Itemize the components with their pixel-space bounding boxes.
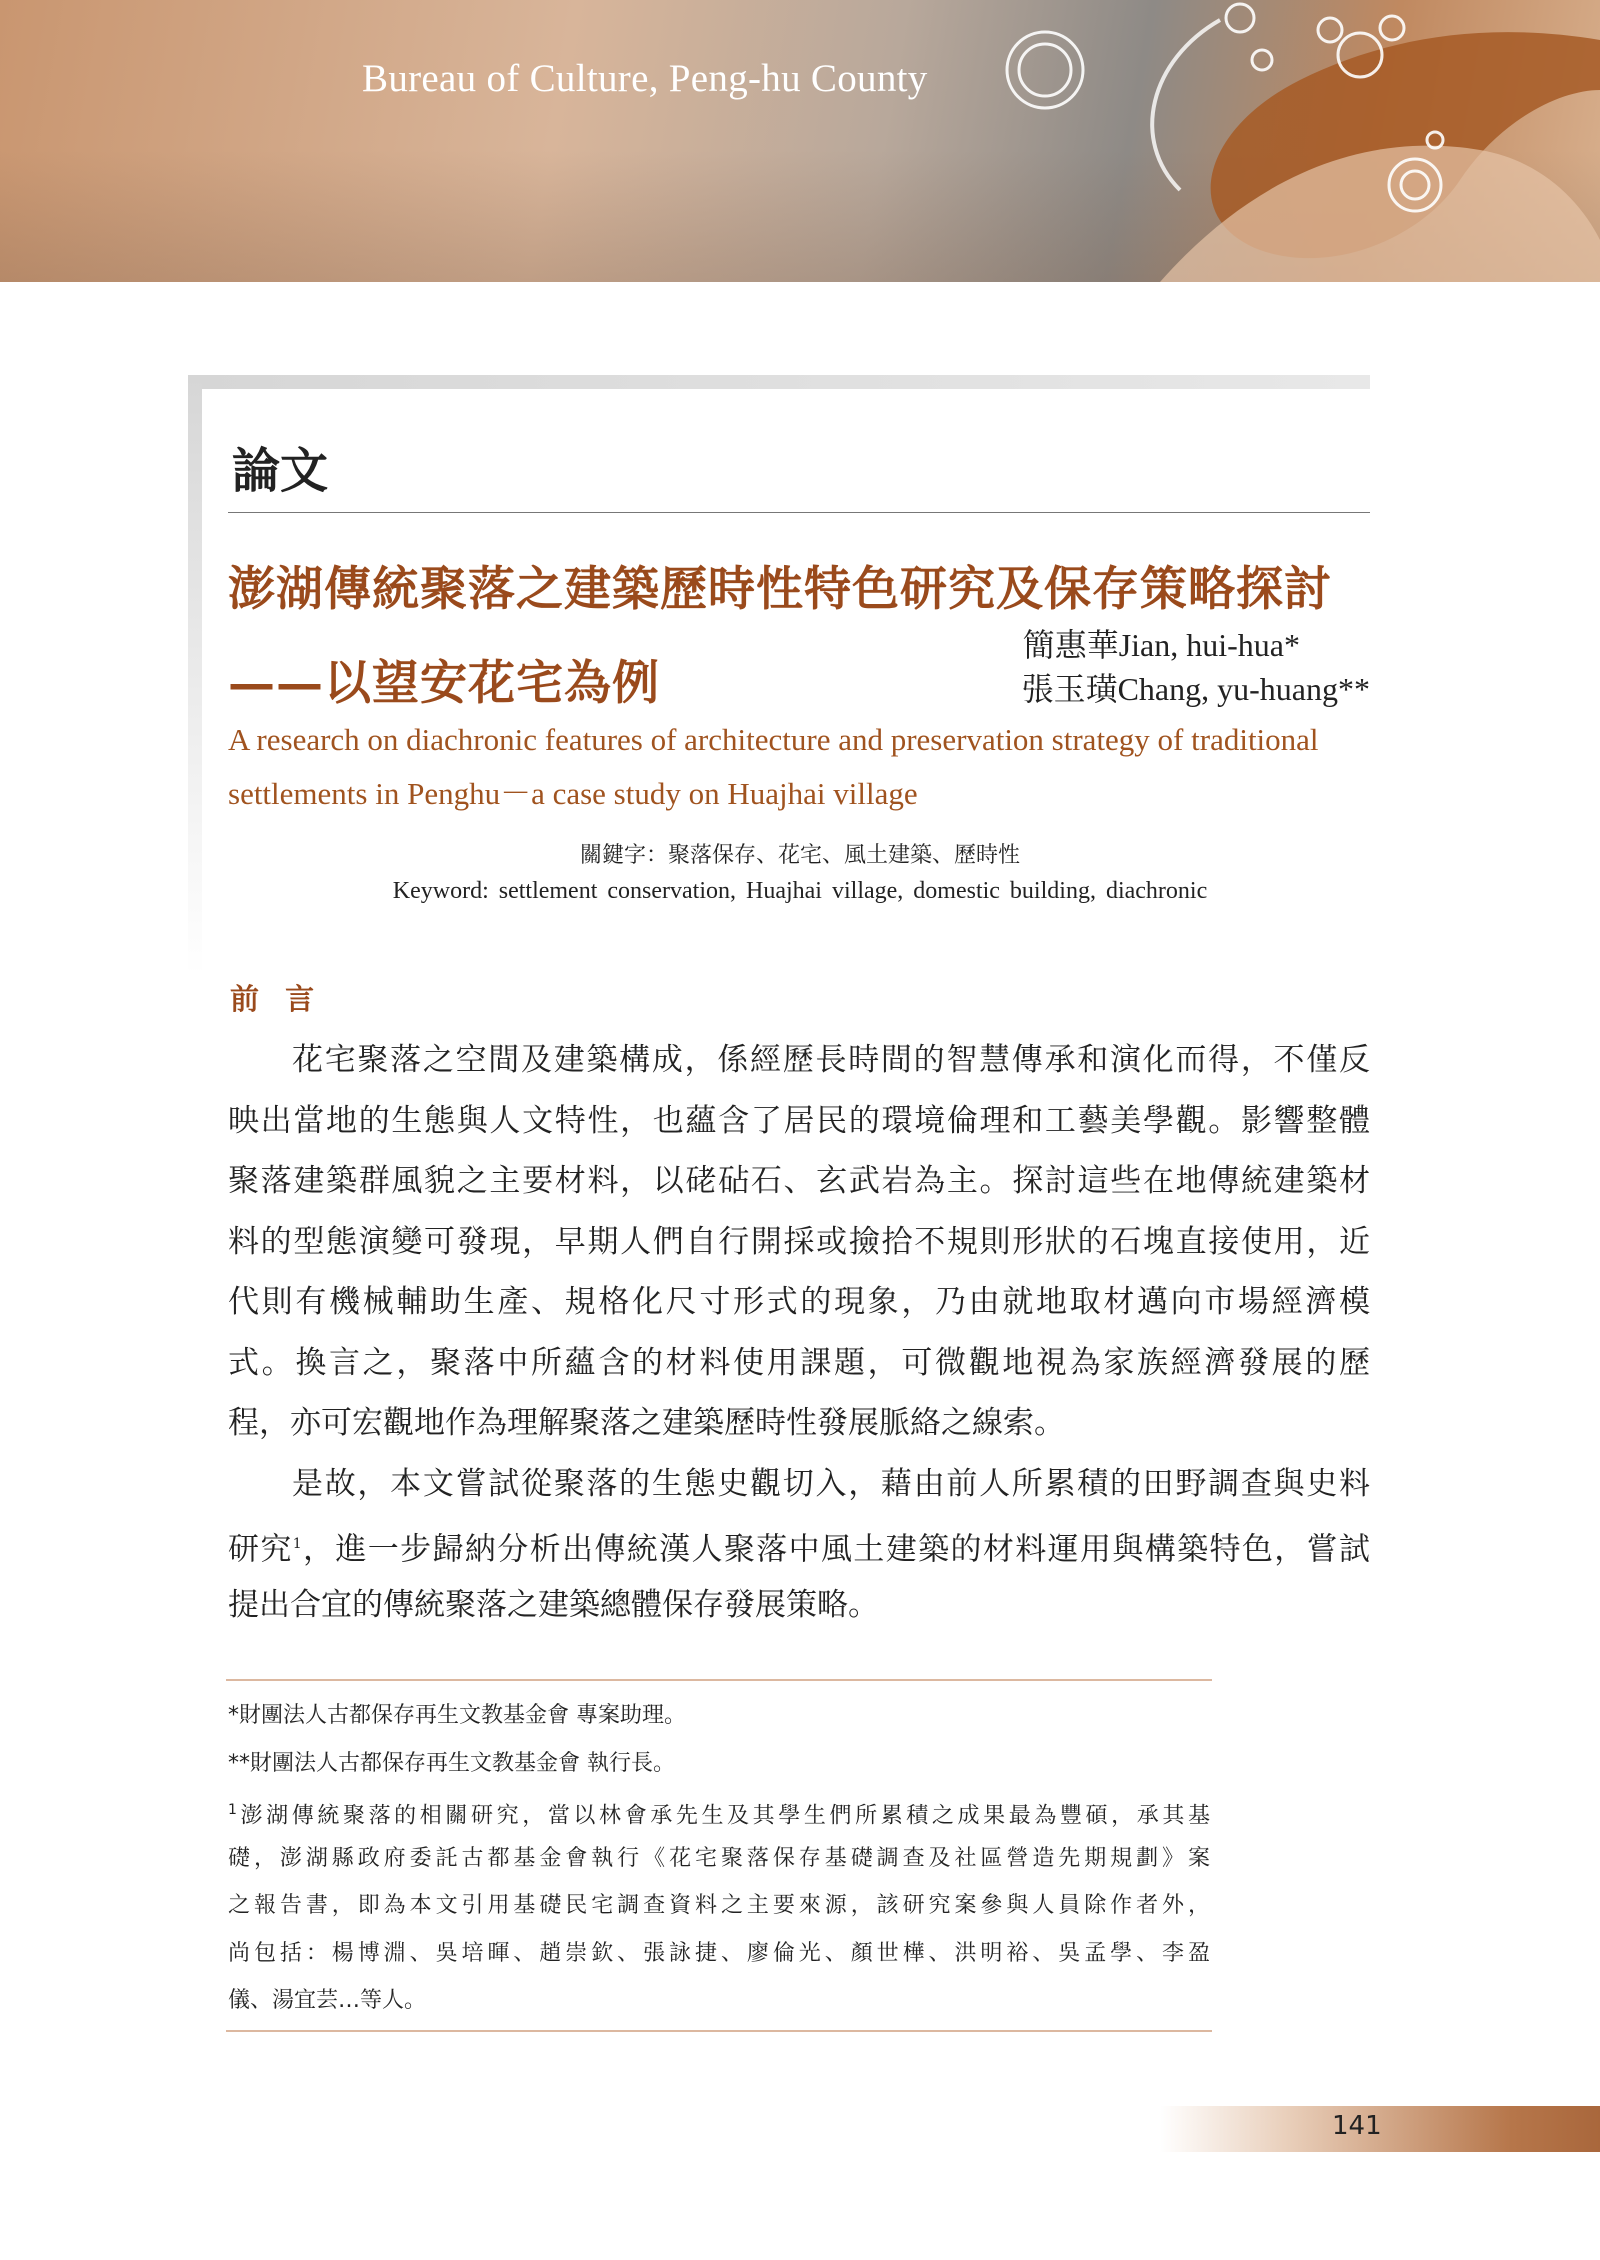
footnote (228, 1787, 1210, 1835)
author-2: 張玉璜Chang, yu-huang** (1021, 671, 1370, 707)
publisher-title: Bureau of Culture, Peng-hu County (362, 57, 928, 100)
keywords-zh: 關鍵字：聚落保存、花宅、風土建築、歷時性 (579, 843, 1020, 868)
swirl-decoration-icon (0, 0, 1600, 282)
body-line (228, 1514, 1370, 1575)
footnotes (228, 1692, 1210, 2025)
footnote: **財團法人古都保存再生文教基金會 執行長。 (228, 1750, 675, 1776)
body-line: 料的型態演變可發現，早期人們自行開採或撿拾不規則形狀的石塊直接使用，近 (228, 1223, 1370, 1260)
english-title-line1: A research on diachronic features of architecture and preservation strategy of traditional (228, 722, 1319, 757)
footnote: 尚包括：楊博淵、吳培暉、趙崇欽、張詠捷、廖倫光、顏世樺、洪明裕、吳孟學、李盈 (228, 1940, 1210, 1966)
footnote-text: 澎湖傳統聚落的相關研究，當以林會承先生及其學生們所累積之成果最為豐碩，承其基 (236, 1803, 1210, 1829)
body-line: 映出當地的生態與人文特性，也蘊含了居民的環境倫理和工藝美學觀。影響整體 (228, 1102, 1370, 1139)
footnote: 礎，澎湖縣政府委託古都基金會執行《花宅聚落保存基礎調查及社區營造先期規劃》案 (228, 1845, 1210, 1871)
body-line: 提出合宜的傳統聚落之建築總體保存發展策略。 (228, 1586, 879, 1623)
body-line: 是故，本文嘗試從聚落的生態史觀切入，藉由前人所累積的田野調查與史料 (292, 1465, 1370, 1502)
intro-heading: 前 言 (230, 982, 323, 1016)
frame-border-top (188, 375, 1370, 389)
page-number: 141 (1332, 2111, 1382, 2141)
body-line: 聚落建築群風貌之主要材料，以硓砧石、玄武岩為主。探討這些在地傳統建築材 (228, 1163, 1370, 1199)
keywords-en: Keyword: settlement conservation, Huajhai village, domestic building, diachronic (392, 878, 1208, 904)
footnote: *財團法人古都保存再生文教基金會 專案助理。 (228, 1703, 686, 1728)
author-1: 簡惠華Jian, hui-hua* (1022, 627, 1300, 663)
body-line: 花宅聚落之空間及建築構成，係經歷長時間的智慧傳承和演化而得，不僅反 (292, 1042, 1370, 1078)
body-line: 程，亦可宏觀地作為理解聚落之建築歷時性發展脈絡之線索。 (228, 1405, 1065, 1441)
section-label: 論文 (232, 443, 329, 499)
footnote: 之報告書，即為本文引用基礎民宅調查資料之主要來源，該研究案參與人員除作者外， (228, 1893, 1210, 1918)
footnote: 儀、湯宜芸…等人。 (228, 1988, 427, 2013)
body-text-span: ，進一步歸納分析出傳統漢人聚落中風土建築的材料運用與構築特色，嘗試 (301, 1531, 1370, 1568)
divider (228, 512, 1370, 513)
english-title-line2: settlements in Penghu－a case study on Huajhai village (228, 776, 918, 811)
page-header-banner (0, 0, 1600, 282)
footnote-number: 1 (228, 1802, 237, 1818)
footnote-ref[interactable]: 1 (292, 1536, 302, 1552)
footnote-divider-bottom (226, 2030, 1212, 2032)
body-text-span: 研究 (228, 1531, 293, 1568)
article-title-line1: 澎湖傳統聚落之建築歷時性特色研究及保存策略探討 (228, 562, 1332, 617)
body-text (228, 1030, 1370, 1635)
body-line: 代則有機械輔助生產、規格化尺寸形式的現象，乃由就地取材邁向市場經濟模 (228, 1284, 1370, 1320)
body-line: 式。換言之，聚落中所蘊含的材料使用課題，可微觀地視為家族經濟發展的歷 (228, 1344, 1370, 1381)
article-title-line2: ——以望安花宅為例 (228, 656, 660, 711)
footnote-divider-top (226, 1679, 1212, 1681)
